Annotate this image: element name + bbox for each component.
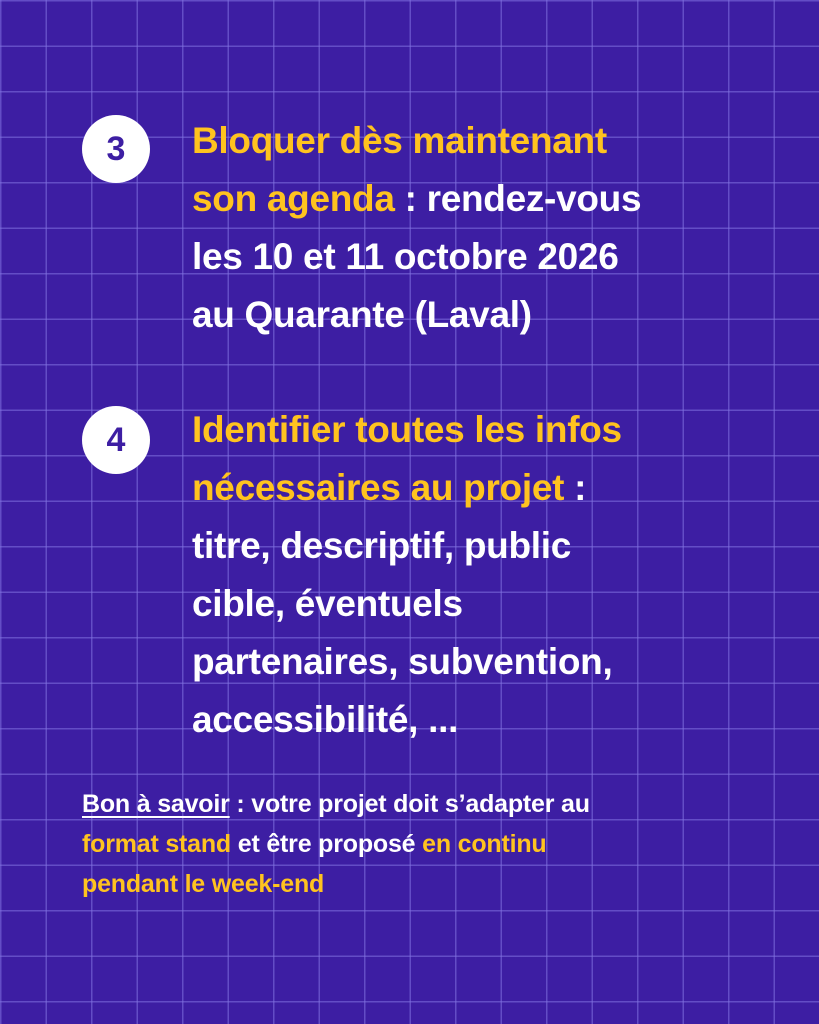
step-number-badge: 4	[82, 406, 150, 474]
step-3-rest-line2: : rendez-vous	[394, 178, 642, 219]
step-4-line4: cible, éventuels	[192, 583, 463, 624]
note-text-2: et être proposé	[231, 830, 423, 858]
step-number-badge: 3	[82, 115, 150, 183]
step-3-line3: les 10 et 11 octobre 2026	[192, 236, 619, 277]
step-4-highlight-line1: Identifier toutes les infos	[192, 409, 622, 450]
note-highlight-en-continu: en continu	[422, 830, 547, 858]
note-label: Bon à savoir	[82, 790, 230, 818]
step-3-text	[192, 112, 752, 344]
step-3-line4: au Quarante (Laval)	[192, 294, 532, 335]
note-highlight-week-end: pendant le week-end	[82, 870, 325, 898]
step-4-text	[192, 401, 752, 749]
step-4-line5: partenaires, subvention,	[192, 641, 613, 682]
step-4-highlight-line2: nécessaires au projet	[192, 467, 565, 508]
step-3-highlight-line2: son agenda	[192, 178, 395, 219]
step-4-line6: accessibilité, ...	[192, 699, 459, 740]
step-4-line3: titre, descriptif, public	[192, 525, 571, 566]
note-text-1: votre projet doit s’adapter au	[251, 790, 590, 818]
note-highlight-format-stand: format stand	[82, 830, 232, 858]
step-4-rest-line2: :	[564, 467, 587, 508]
good-to-know-note	[82, 784, 762, 904]
note-separator: :	[229, 790, 252, 818]
step-3-highlight-line1: Bloquer dès maintenant	[192, 120, 607, 161]
